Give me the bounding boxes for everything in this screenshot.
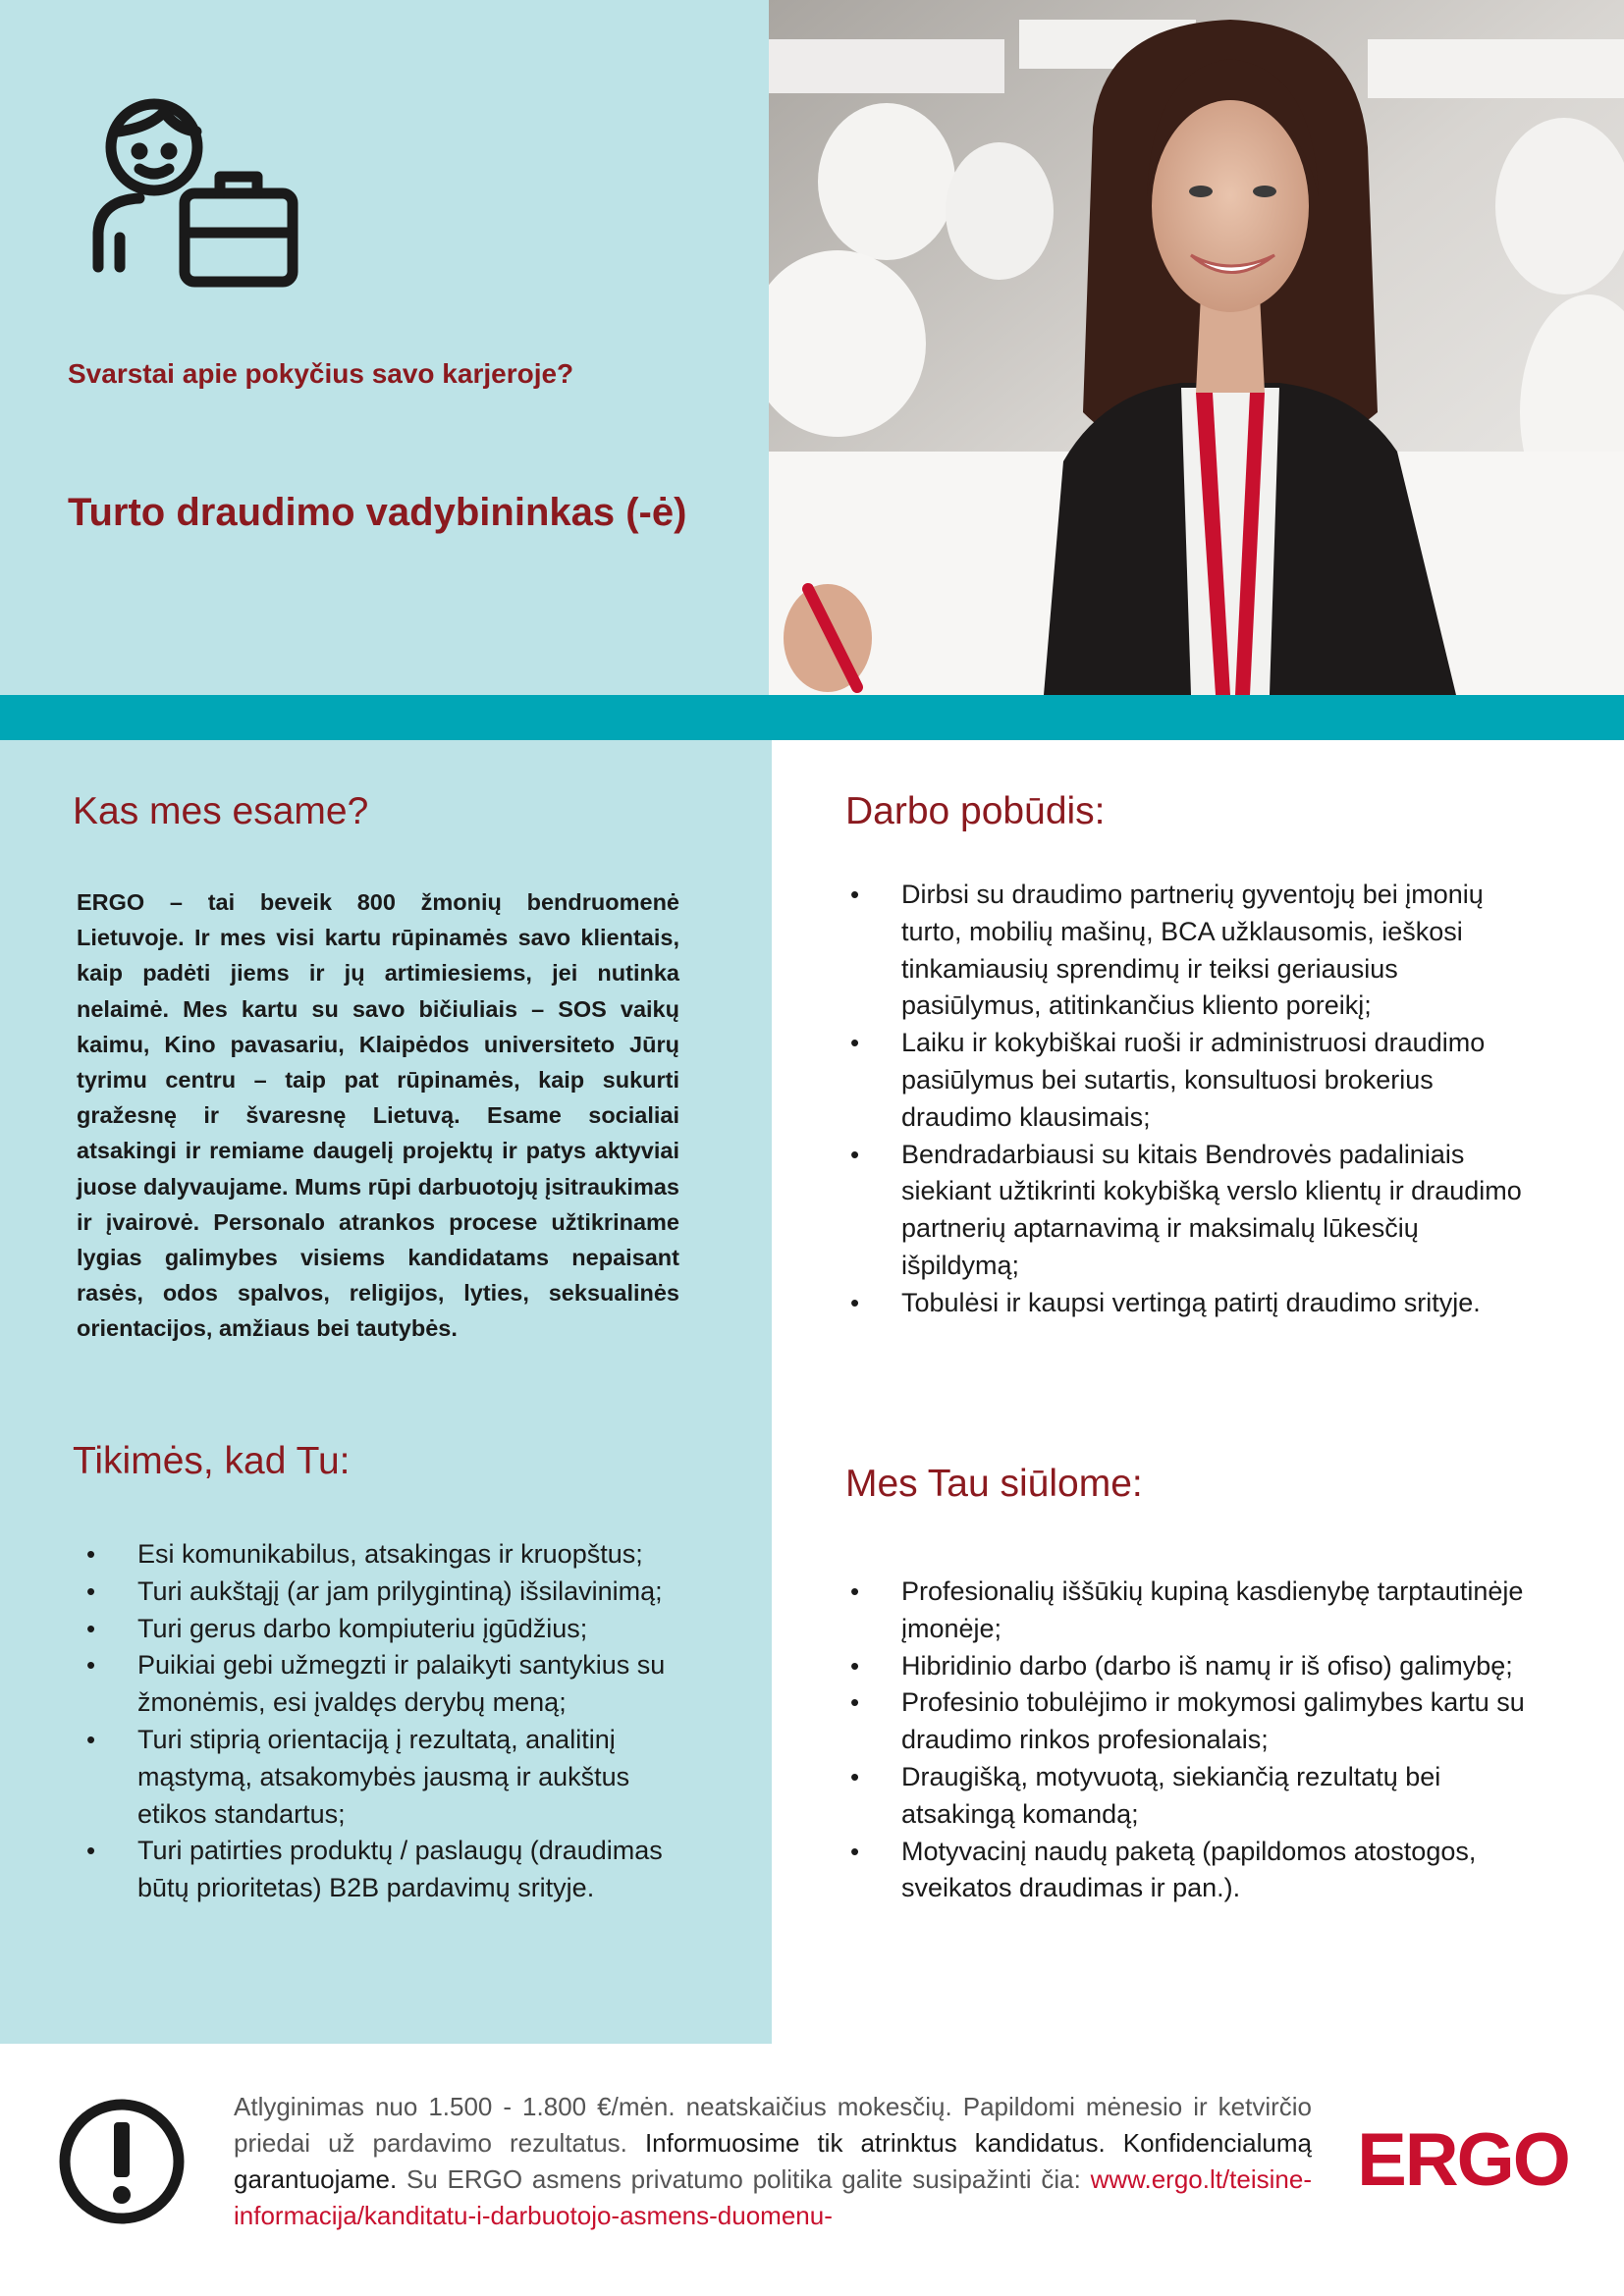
person-with-briefcase-icon bbox=[90, 90, 306, 296]
divider-bar bbox=[0, 695, 1624, 740]
selection-notice: Informuosime tik atrinktus kandidatus. Konfidencialumą garantuojame. bbox=[234, 2128, 1312, 2194]
ergo-logo bbox=[1353, 2120, 1574, 2199]
list-item: • Esi komunikabilus, atsakingas ir kruopštus; bbox=[81, 1536, 699, 1574]
list-item: • Draugišką, motyvuotą, siekiančią rezultatų bei atsakingą komandą; bbox=[844, 1759, 1532, 1834]
eyebrow-question: Svarstai apie pokyčius savo karjeroje? bbox=[68, 358, 574, 389]
list-item: • Turi aukštąjį (ar jam prilygintiną) išsilavinimą; bbox=[81, 1574, 699, 1611]
list-item: • Tobulėsi ir kaupsi vertingą patirtį draudimo srityje. bbox=[844, 1285, 1532, 1322]
list-item: • Laiku ir kokybiškai ruoši ir administruosi draudimo pasiūlymus bei sutartis, konsultuosi brokerius draudimo klausimais; bbox=[844, 1025, 1532, 1136]
exclamation-circle-icon bbox=[57, 2097, 187, 2226]
list-item: • Profesionalių iššūkių kupiną kasdienybę tarptautinėje įmonėje; bbox=[844, 1574, 1532, 1648]
list-item: • Bendradarbiausi su kitais Bendrovės padaliniais siekiant užtikrinti kokybišką verslo klientų ir draudimo partnerių aptarnavimą ir maksimalų lūkesčių išpildymą; bbox=[844, 1137, 1532, 1285]
svg-text:ERGO: ERGO bbox=[1357, 2120, 1569, 2199]
list-item: • Dirbsi su draudimo partnerių gyventojų bei įmonių turto, mobilių mašinų, BCA užklausomis, ieškosi tinkamiausių sprendimų ir teiksi geriausius pasiūlymus, atitinkančius kliento poreikį; bbox=[844, 877, 1532, 1025]
list-item: • Motyvacinį naudų paketą (papildomos atostogos, sveikatos draudimas ir pan.). bbox=[844, 1834, 1532, 1908]
smiling-woman-at-desk-photo bbox=[769, 0, 1624, 695]
duties-list bbox=[844, 877, 1532, 1322]
duties-heading: Darbo pobūdis: bbox=[845, 790, 1106, 832]
list-item: • Puikiai gebi užmegzti ir palaikyti santykius su žmonėmis, esi įvaldęs derybų meną; bbox=[81, 1647, 699, 1722]
about-text: ERGO – tai beveik 800 žmonių bendruomenė Lietuvoje. Ir mes visi kartu rūpinamės savo klientais, kaip padėti jiems ir jų artimiesiems, jei nutinka nelaimė. Mes kartu su savo bičiuliais – SOS vaikų kaimu, Kino pavasariu, Klaipėdos universiteto Jūrų tyrimu centru – taip pat rūpinamės, kaip sukurti gražesnę ir švaresnę Lietuvą. Esame socialiai atsakingi ir remiame daugelį projektų ir patys aktyviai juose dalyvaujame. Mums rūpi darbuotojų įsitraukimas ir įvairovė. Personalo atrankos procese užtikriname lygias galimybes visiems kandidatams nepaisant rasės, odos spalvos, religijos, lyties, seksualinės orientacijos, amžiaus bei tautybės. bbox=[77, 889, 679, 1342]
list-item: • Turi gerus darbo kompiuteriu įgūdžius; bbox=[81, 1611, 699, 1648]
list-item: • Profesinio tobulėjimo ir mokymosi galimybes kartu su draudimo rinkos profesionalais; bbox=[844, 1684, 1532, 1759]
offer-list bbox=[844, 1574, 1532, 1907]
job-title: Turto draudimo vadybininkas (-ė) bbox=[68, 491, 687, 534]
privacy-text: Su ERGO asmens privatumo politika galite susipažinti čia: bbox=[406, 2164, 1081, 2194]
offer-heading: Mes Tau siūlome: bbox=[845, 1463, 1143, 1505]
expect-heading: Tikimės, kad Tu: bbox=[73, 1440, 351, 1482]
about-heading: Kas mes esame? bbox=[73, 790, 369, 832]
salary-text: Atlyginimas nuo 1.500 - 1.800 €/mėn. neatskaičius mokesčių. Papildomi mėnesio ir ketvirčio priedai už pardavimo rezultatus. bbox=[234, 2092, 1312, 2158]
footer-notice bbox=[234, 2089, 1312, 2234]
list-item: • Hibridinio darbo (darbo iš namų ir iš ofiso) galimybę; bbox=[844, 1648, 1532, 1685]
expect-list bbox=[81, 1536, 699, 1907]
privacy-link[interactable]: www.ergo.lt/teisine-informacija/kanditatu-i-darbuotojo-asmens-duomenu- bbox=[234, 2164, 1312, 2230]
list-item: • Turi stiprią orientaciją į rezultatą, analitinį mąstymą, atsakomybės jausmą ir aukštus etikos standartus; bbox=[81, 1722, 699, 1833]
list-item: • Turi patirties produktų / paslaugų (draudimas būtų prioritetas) B2B pardavimų srityje. bbox=[81, 1833, 699, 1907]
